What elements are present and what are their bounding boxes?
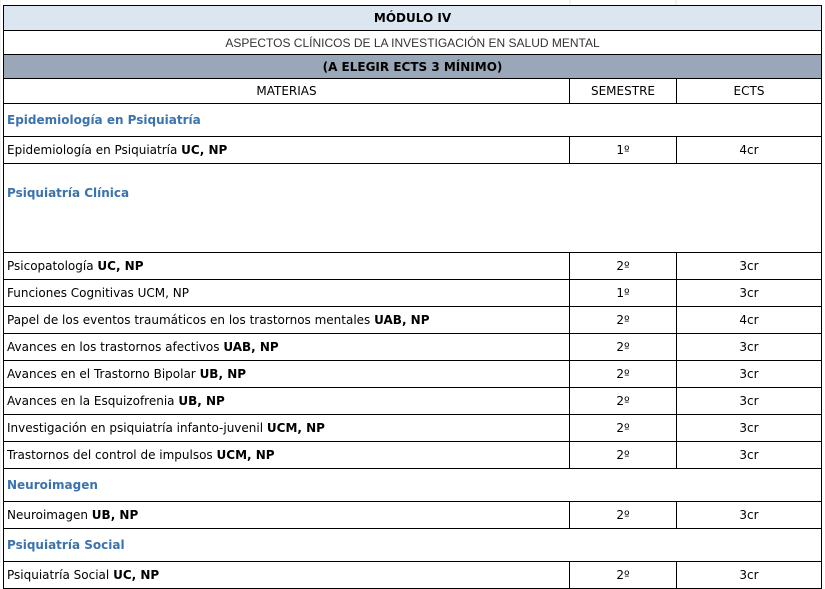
section-title: Neuroimagen <box>4 469 822 502</box>
selection-rule-band: (A ELEGIR ECTS 3 MÍNIMO) <box>4 55 822 79</box>
module-title: MÓDULO IV <box>4 6 822 31</box>
semester-cell: 2º <box>570 562 677 589</box>
institution-code: UB, NP <box>91 508 139 522</box>
institution-code: UAB, NP <box>223 340 279 354</box>
table-row <box>4 307 822 334</box>
table-row <box>4 334 822 361</box>
table-row <box>4 442 822 469</box>
subject-name: Neuroimagen <box>7 508 88 522</box>
subject-cell <box>4 137 570 164</box>
module-table <box>3 5 822 589</box>
ects-cell: 3cr <box>677 280 822 307</box>
subject-cell <box>4 280 570 307</box>
institution-code: UCM, NP <box>216 448 275 462</box>
ects-cell: 3cr <box>677 442 822 469</box>
subject-name: Psiquiatría Social <box>7 568 110 582</box>
ects-cell: 3cr <box>677 562 822 589</box>
table-row <box>4 280 822 307</box>
section-row <box>4 104 822 137</box>
institution-code: UCM, NP <box>266 421 325 435</box>
subject-cell <box>4 253 570 280</box>
ects-cell: 3cr <box>677 334 822 361</box>
table-row <box>4 137 822 164</box>
section-row <box>4 164 822 253</box>
column-header-subjects: MATERIAS <box>4 79 570 104</box>
section-row <box>4 529 822 562</box>
subject-name: Investigación en psiquiatría infanto-juvenil <box>7 421 264 435</box>
table-row <box>4 388 822 415</box>
semester-cell: 2º <box>570 361 677 388</box>
subject-name: Avances en el Trastorno Bipolar <box>7 367 196 381</box>
subject-cell <box>4 442 570 469</box>
subject-name: Avances en la Esquizofrenia <box>7 394 175 408</box>
subject-cell <box>4 388 570 415</box>
subject-name: Psicopatología <box>7 259 94 273</box>
ects-cell: 3cr <box>677 361 822 388</box>
subject-cell <box>4 502 570 529</box>
institution-code: UC, NP <box>181 143 228 157</box>
semester-cell: 2º <box>570 415 677 442</box>
semester-cell: 2º <box>570 307 677 334</box>
subject-name: Trastornos del control de impulsos <box>7 448 213 462</box>
section-title: Psiquiatría Clínica <box>4 164 822 253</box>
semester-cell: 2º <box>570 253 677 280</box>
subject-name: Epidemiología en Psiquiatría <box>7 143 178 157</box>
subject-cell <box>4 307 570 334</box>
institution-code: UB, NP <box>199 367 247 381</box>
subject-name: Papel de los eventos traumáticos en los trastornos mentales <box>7 313 371 327</box>
semester-cell: 2º <box>570 502 677 529</box>
section-title: Epidemiología en Psiquiatría <box>4 104 822 137</box>
table-row <box>4 562 822 589</box>
table-row <box>4 415 822 442</box>
module-subtitle: ASPECTOS CLÍNICOS DE LA INVESTIGACIÓN EN SALUD MENTAL <box>4 31 822 55</box>
semester-cell: 1º <box>570 137 677 164</box>
ects-cell: 4cr <box>677 137 822 164</box>
column-header-semester: SEMESTRE <box>570 79 677 104</box>
ects-cell: 3cr <box>677 415 822 442</box>
subject-cell <box>4 562 570 589</box>
subject-cell <box>4 415 570 442</box>
semester-cell: 2º <box>570 442 677 469</box>
institution-code: UC, NP <box>97 259 144 273</box>
semester-cell: 2º <box>570 334 677 361</box>
column-header-ects: ECTS <box>677 79 822 104</box>
table-row <box>4 253 822 280</box>
subject-name: Avances en los trastornos afectivos <box>7 340 220 354</box>
semester-cell: 1º <box>570 280 677 307</box>
ects-cell: 4cr <box>677 307 822 334</box>
ects-cell: 3cr <box>677 502 822 529</box>
section-row <box>4 469 822 502</box>
table-row <box>4 502 822 529</box>
section-title: Psiquiatría Social <box>4 529 822 562</box>
ects-cell: 3cr <box>677 253 822 280</box>
institution-code: UC, NP <box>113 568 160 582</box>
ects-cell: 3cr <box>677 388 822 415</box>
institution-code: UAB, NP <box>374 313 430 327</box>
subject-name: Funciones Cognitivas UCM, NP <box>7 286 189 300</box>
institution-code: UB, NP <box>178 394 225 408</box>
subject-cell <box>4 361 570 388</box>
subject-cell <box>4 334 570 361</box>
semester-cell: 2º <box>570 388 677 415</box>
table-row <box>4 361 822 388</box>
